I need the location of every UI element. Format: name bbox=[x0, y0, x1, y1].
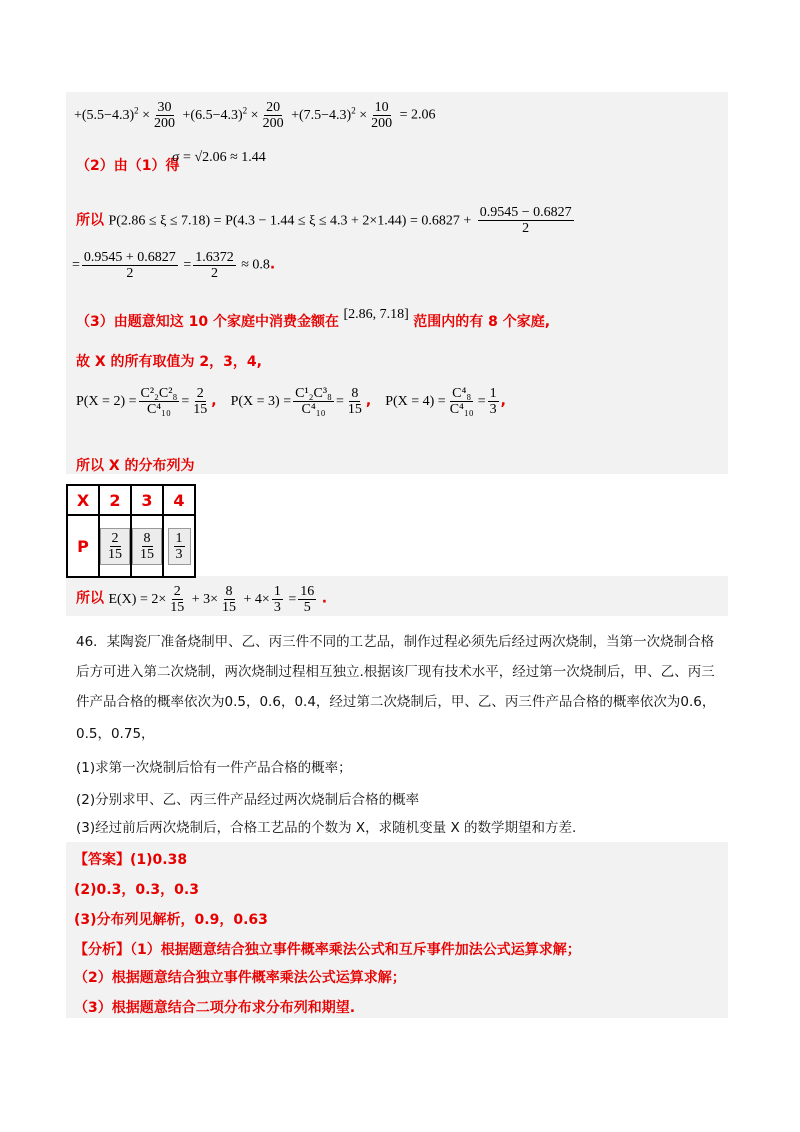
question-text-line-3: 件产品合格的概率依次为0.5，0.6，0.4，经过第二次烧制后，甲、乙、丙三件产品合格的概率依次为0.6， bbox=[76, 694, 716, 710]
table-row bbox=[67, 485, 195, 515]
probabilities-line bbox=[76, 386, 506, 417]
table-p-value: $\frac{2}{15}$ bbox=[100, 516, 130, 576]
part2-heading: （2）由（1）得 bbox=[76, 158, 180, 174]
table-p-value: $\frac{1}{3}$ bbox=[164, 516, 194, 576]
x-values-line: 故 X 的所有取值为 2，3，4, bbox=[76, 354, 262, 370]
answer-2: (2)0.3，0.3，0.3 bbox=[74, 882, 199, 898]
subquestion-2: (2)分别求甲、乙、丙三件产品经过两次烧制后合格的概率 bbox=[76, 792, 420, 808]
distribution-table bbox=[66, 484, 196, 578]
table-x-value: 3 bbox=[141, 490, 153, 510]
subquestion-1: (1)求第一次烧制后恰有一件产品合格的概率； bbox=[76, 760, 352, 776]
subquestion-3: (3)经过前后两次烧制后，合格工艺品的个数为 X，求随机变量 X 的数学期望和方差. bbox=[76, 820, 577, 836]
prob-x2: P(X = 2) = $\frac{\text{C²₂C²₈}}{\text{C⁴₁₀}}$ = $\frac{2}{15}$ , bbox=[76, 386, 217, 417]
sigma-value: σ = √2.06 ≈ 1.44 bbox=[172, 150, 266, 165]
probability-result-line: = $\frac{0.9545 + 0.6827}{2}$ = $\frac{1.6372}{2}$ ≈ 0.8. bbox=[72, 250, 276, 281]
question-text-line-4: 0.5，0.75， bbox=[76, 726, 155, 742]
table-x-label: X bbox=[76, 490, 90, 510]
analysis-1: 【分析】（1）根据题意结合独立事件概率乘法公式和互斥事件加法公式运算求解； bbox=[74, 942, 581, 958]
analysis-2: （2）根据题意结合独立事件概率乘法公式运算求解； bbox=[74, 970, 406, 986]
variance-result: = 2.06 bbox=[399, 107, 436, 123]
distribution-title: 所以 X 的分布列为 bbox=[76, 458, 195, 474]
term-3: $+(7.5-4.3)^2$ × $\frac{10}{200}$ bbox=[291, 100, 393, 131]
prob-x3: P(X = 3) = $\frac{\text{C¹₂C³₈}}{\text{C⁴₁₀}}$ = $\frac{8}{15}$ , bbox=[230, 386, 372, 417]
part3-heading: （3）由题意知这 10 个家庭中消费金额在 [2.86, 7.18] 范围内的有 8 个家庭, bbox=[76, 307, 551, 330]
answer-3: (3)分布列见解析，0.9，0.63 bbox=[74, 912, 268, 928]
table-p-label: P bbox=[77, 536, 89, 556]
probability-line: 所以 P(2.86 ≤ ξ ≤ 7.18) = P(4.3 − 1.44 ≤ ξ ≤ 4.3 + 2×1.44) = 0.6827 + $\frac{0.9545 - 0.6827}{2}$ bbox=[76, 205, 572, 236]
question-text-line-1: 46．某陶瓷厂准备烧制甲、乙、丙三件不同的工艺品，制作过程必须先后经过两次烧制，当第一次烧制合格 bbox=[76, 634, 715, 650]
table-x-value: 4 bbox=[173, 490, 185, 510]
fraction: $\frac{0.9545 - 0.6827}{2}$ bbox=[479, 205, 572, 236]
term-2: $+(6.5-4.3)^2$ × $\frac{20}{200}$ bbox=[182, 100, 284, 131]
term-1: $+(5.5-4.3)^2$ × $\frac{30}{200}$ bbox=[74, 100, 176, 131]
answer-1: 【答案】(1)0.38 bbox=[74, 852, 188, 868]
table-row bbox=[67, 515, 195, 577]
prob-x4: P(X = 4) = $\frac{\text{C⁴₈}}{\text{C⁴₁₀}}$ = $\frac{1}{3}$ , bbox=[385, 386, 506, 417]
table-x-value: 2 bbox=[109, 490, 121, 510]
expectation-line: 所以 E(X) = 2× $\frac{2}{15}$ + 3× $\frac{8}{15}$ + 4× $\frac{1}{3}$ = $\frac{16}{5}$ . bbox=[76, 584, 328, 615]
analysis-3: （3）根据题意结合二项分布求分布列和期望. bbox=[74, 1000, 356, 1016]
table-p-value: $\frac{8}{15}$ bbox=[132, 516, 162, 576]
question-text-line-2: 后方可进入第二次烧制，两次烧制过程相互独立.根据该厂现有技术水平，经过第一次烧制后，甲、乙、丙三 bbox=[76, 664, 715, 680]
variance-continuation bbox=[74, 100, 436, 131]
